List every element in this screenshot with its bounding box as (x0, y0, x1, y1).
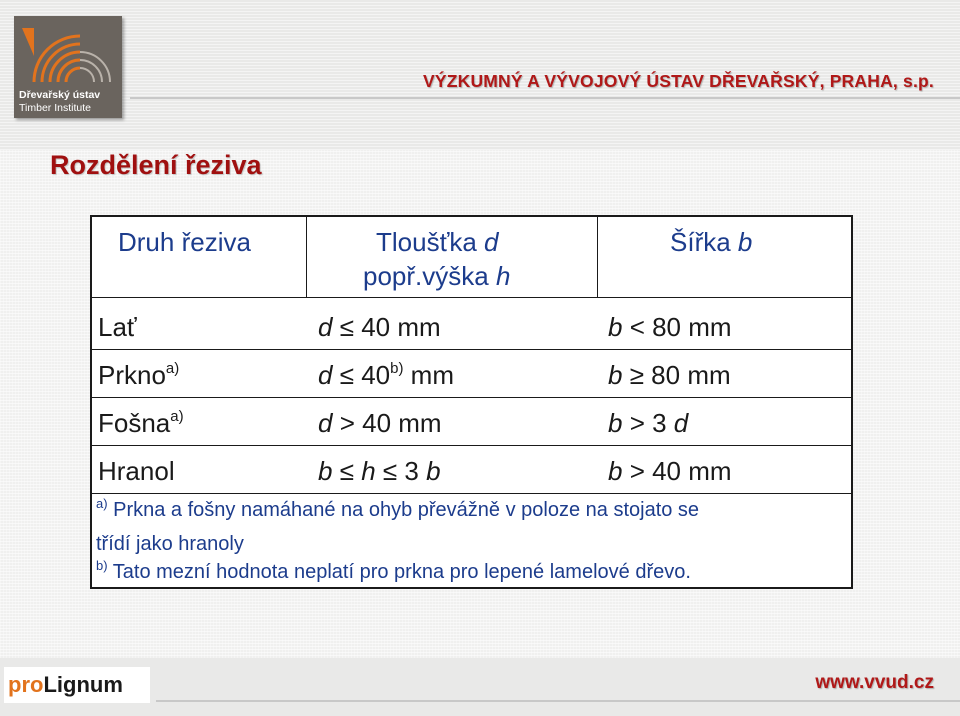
row-hranol-thickness: b ≤ h ≤ 3 b (318, 456, 441, 486)
row-lat-thickness: d ≤ 40 mm (318, 312, 441, 342)
row-lat-name: Lať (98, 312, 137, 342)
row-prkno-name: Prkno$^{a)}$ (98, 360, 180, 390)
website-url: www.vvud.cz (815, 672, 934, 693)
row-hranol-name: Hranol (98, 456, 175, 486)
footnote-a-continued: třídí jako hranoly (96, 533, 244, 555)
page-title: Rozdělení řeziva (50, 150, 262, 180)
logo-rings-icon (14, 16, 122, 88)
header-druh-reziva: Druh řeziva (118, 227, 251, 257)
logo-text-line1: Dřevařský ústav (19, 89, 101, 101)
row-prkno-width: b ≥ 80 mm (608, 360, 731, 390)
footer-divider (156, 700, 960, 702)
footnote-a: $^{a)}$ Prkna a fošny namáhané na ohyb převážně v poloze na stojato se (96, 496, 700, 521)
table-divider-row-1 (92, 349, 851, 350)
header-tloustka: Tloušťka d (376, 227, 499, 257)
header-divider (130, 97, 960, 99)
institute-name: VÝZKUMNÝ A VÝVOJOVÝ ÚSTAV DŘEVAŘSKÝ, PRAHA, s.p. (422, 71, 934, 91)
footnote-b: $^{b)}$ Tato mezní hodnota neplatí pro prkna pro lepené lamelové dřevo. (96, 558, 691, 583)
institute-logo (14, 16, 122, 118)
prolignum-logo: proLignum (4, 667, 150, 703)
table-divider-header (92, 297, 851, 298)
header-sirka: Šířka b (670, 227, 753, 257)
logo-text-line2: Timber Institute (19, 102, 91, 114)
lumber-classification-table (90, 215, 853, 589)
header-vyska: popř.výška h (363, 261, 511, 291)
row-prkno-thickness: $d \le 40^{b)}$ mm (318, 360, 454, 390)
row-fosna-width: b > 3 d (608, 408, 689, 438)
table-divider-vertical-1 (306, 217, 307, 297)
table-divider-vertical-2 (597, 217, 598, 297)
row-fosna-name: Fošna$^{a)}$ (98, 408, 184, 438)
table-divider-row-2 (92, 397, 851, 398)
row-fosna-thickness: d > 40 mm (318, 408, 442, 438)
table-divider-row-4 (92, 493, 851, 494)
row-lat-width: b < 80 mm (608, 312, 732, 342)
table-divider-row-3 (92, 445, 851, 446)
row-hranol-width: b > 40 mm (608, 456, 732, 486)
